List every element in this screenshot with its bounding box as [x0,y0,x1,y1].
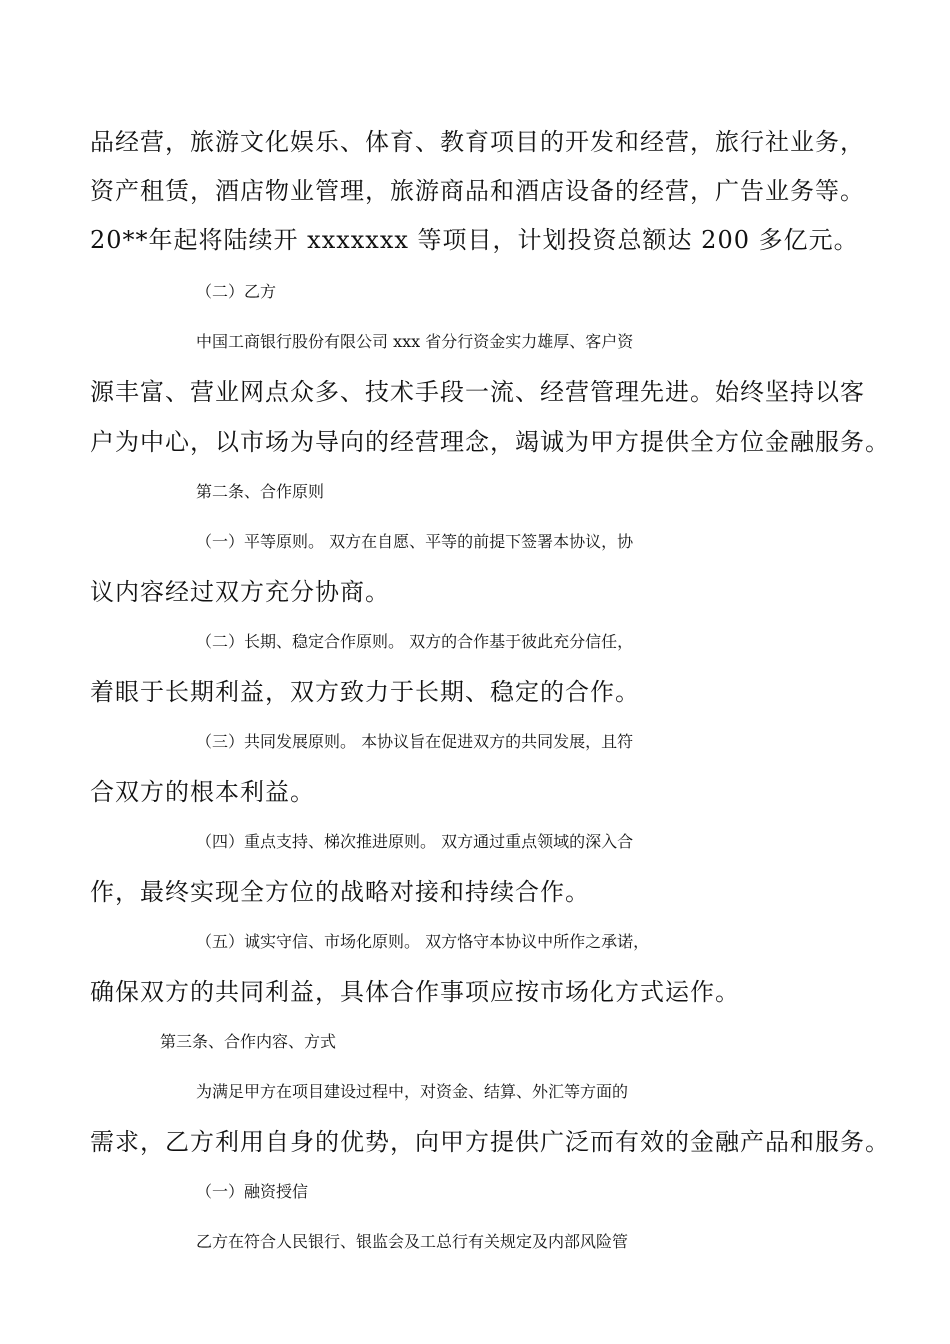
article-heading: 第二条、合作原则 [196,482,325,501]
article-heading: 第三条、合作内容、方式 [160,1032,337,1051]
text-line: 资产租赁，酒店物业管理，旅游商品和酒店设备的经营，广告业务等。 [90,177,865,205]
text-line: 中国工商银行股份有限公司 xxx 省分行资金实力雄厚、客户资 [196,332,634,351]
text-line: （五）诚实守信、市场化原则。 双方恪守本协议中所作之承诺， [196,932,650,951]
text-line: 作，最终实现全方位的战略对接和持续合作。 [90,878,590,906]
section-heading: （一）融资授信 [196,1182,309,1201]
text-line: 为满足甲方在项目建设过程中，对资金、结算、外汇等方面的 [196,1082,629,1101]
text-line: 确保双方的共同利益，具体合作事项应按市场化方式运作。 [90,978,740,1006]
text-line: 乙方在符合人民银行、银监会及工总行有关规定及内部风险管 [196,1232,629,1251]
text-line: （三）共同发展原则。 本协议旨在促进双方的共同发展，且符 [196,732,634,751]
text-line: 合双方的根本利益。 [90,778,315,806]
section-heading: （二）乙方 [196,282,277,301]
text-line: 着眼于长期利益，双方致力于长期、稳定的合作。 [90,678,640,706]
text-line: 户为中心，以市场为导向的经营理念，竭诚为甲方提供全方位金融服务。 [90,428,890,456]
text-line: 议内容经过双方充分协商。 [90,578,390,606]
text-line: 品经营，旅游文化娱乐、体育、教育项目的开发和经营，旅行社业务， [90,128,865,156]
text-line: 需求，乙方利用自身的优势，向甲方提供广泛而有效的金融产品和服务。 [90,1128,890,1156]
text-line: （二）长期、稳定合作原则。 双方的合作基于彼此充分信任， [196,632,634,651]
text-line: 源丰富、营业网点众多、技术手段一流、经营管理先进。始终坚持以客 [90,378,865,406]
text-line: （一）平等原则。 双方在自愿、平等的前提下签署本协议，协 [196,532,634,551]
text-line: 20**年起将陆续开 xxxxxxx 等项目，计划投资总额达 200 多亿元。 [90,226,859,254]
text-line: （四）重点支持、梯次推进原则。 双方通过重点领域的深入合 [196,832,634,851]
